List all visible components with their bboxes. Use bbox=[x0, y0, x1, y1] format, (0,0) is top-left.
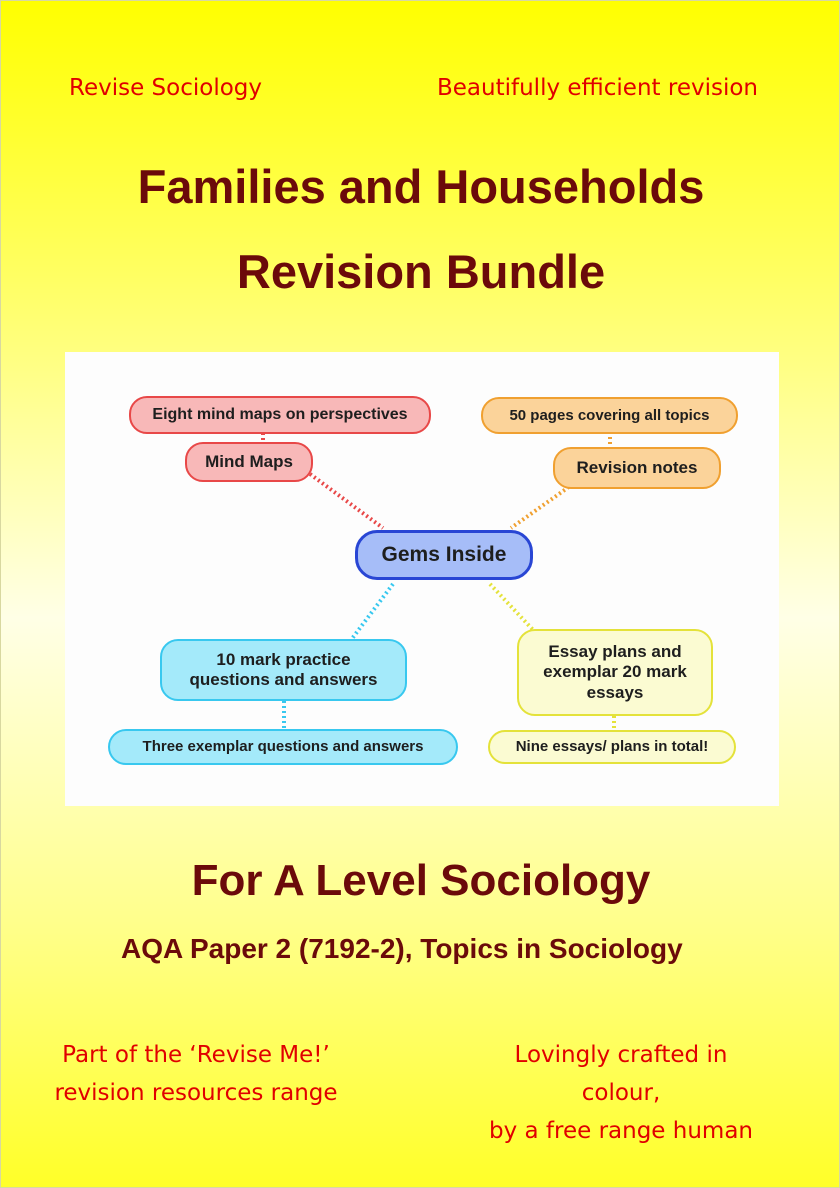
range-note-line-2: revision resources range bbox=[54, 1080, 338, 1106]
mind-maps-label: Mind Maps bbox=[205, 451, 293, 471]
gems-inside-node bbox=[355, 530, 533, 580]
connector-revision-notes bbox=[511, 484, 573, 528]
revision-notes-detail-node bbox=[481, 397, 738, 434]
essays-detail-label: Nine essays/ plans in total! bbox=[515, 738, 709, 755]
page-title-line-1: Families and Households bbox=[137, 160, 705, 213]
gems-inside-label: Gems Inside bbox=[381, 543, 507, 567]
crafted-note-line-1: Lovingly crafted in colour, bbox=[514, 1042, 728, 1106]
revision-notes-detail-label: 50 pages covering all topics bbox=[509, 406, 710, 424]
brand-name: Revise Sociology bbox=[69, 75, 262, 101]
mind-map-diagram bbox=[65, 352, 779, 806]
practice-detail-label: Three exemplar questions and answers bbox=[142, 738, 424, 755]
revision-notes-label: Revision notes bbox=[576, 457, 698, 477]
page-title-line-2: Revision Bundle bbox=[236, 245, 606, 298]
essays-detail-node bbox=[488, 730, 736, 764]
essays-label-line-2: exemplar 20 mark bbox=[543, 662, 687, 682]
practice-node bbox=[160, 639, 407, 701]
mind-maps-detail-label: Eight mind maps on perspectives bbox=[152, 406, 408, 424]
mind-maps-node bbox=[185, 442, 313, 482]
range-note-line-1: Part of the ‘Revise Me!’ bbox=[62, 1042, 330, 1068]
essays-node bbox=[517, 629, 713, 716]
crafted-note-line-2: by a free range human bbox=[488, 1118, 753, 1144]
practice-label-line-1: 10 mark practice bbox=[216, 649, 351, 669]
essays-label-line-3: essays bbox=[586, 682, 644, 702]
practice-detail-node bbox=[108, 729, 458, 765]
practice-label-line-2: questions and answers bbox=[189, 670, 378, 689]
essays-label-line-1: Essay plans and bbox=[548, 641, 682, 661]
connector-mind-maps bbox=[310, 474, 383, 528]
revision-notes-node bbox=[553, 447, 721, 489]
mind-maps-detail-node bbox=[129, 396, 431, 434]
range-note bbox=[51, 1036, 341, 1112]
crafted-note bbox=[476, 1036, 766, 1150]
connector-practice bbox=[351, 584, 393, 640]
connector-essays bbox=[490, 584, 535, 632]
subtitle: For A Level Sociology bbox=[191, 856, 651, 905]
paper-code: AQA Paper 2 (7192-2), Topics in Sociology bbox=[121, 933, 683, 964]
tagline: Beautifully efficient revision bbox=[437, 75, 758, 101]
